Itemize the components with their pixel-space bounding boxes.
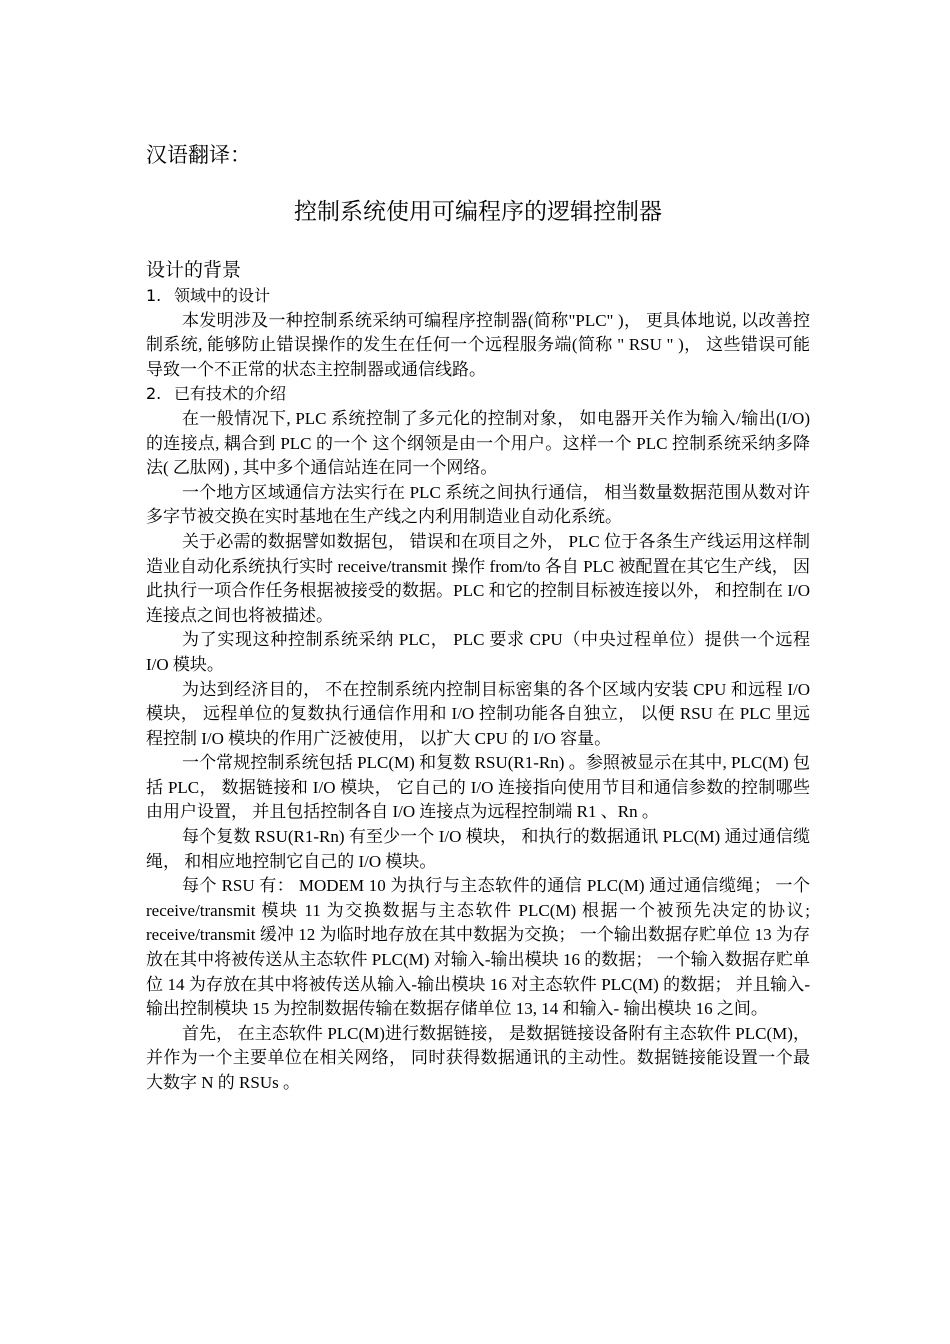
subsection-title: 已有技术的介绍 xyxy=(174,384,287,404)
subsection-number: 1. xyxy=(146,286,162,305)
paragraph: 在一般情况下, PLC 系统控制了多元化的控制对象， 如电器开关作为输入/输出(I/O)的连接点, 耦合到 PLC 的一个 这个纲领是由一个用户。这样一个 PLC 控制系统采纳多降法( 乙肽网) , 其中多个通信站连在同一个网络。 xyxy=(146,408,810,478)
paragraph: 本发明涉及一种控制系统采纳可编程序控制器(简称"PLC" )， 更具体地说, 以改善控制系统, 能够防止错误操作的发生在任何一个远程服务端(简称 " RSU " )， 这些错误可能导致一个不正常的状态主控制器或通信线路。 xyxy=(146,310,810,379)
subsection-number: 2. xyxy=(146,384,162,404)
paragraph: 每个 RSU 有： MODEM 10 为执行与主态软件的通信 PLC(M) 通过通信缆绳； 一个 receive/transmit 模块 11 为交换数据与主态软件 PLC(M) 根据一个被预先决定的协议; receive/transmit 缓冲 12 为临时地存放在其中数据为交换； 一个输出数据存贮单位 13 为存放在其中将被传送从主态软件 PLC(M) 对输入-输出模块 16 的数据； 一个输入数据存贮单位 14 为存放在其中将被传送从输入-输出模块 16 对主态软件 PLC(M) 的数据； 并且输入- 输出控制模块 15 为控制数据传输在数据存储单位 13, 14 和输入- 输出模块 16 之间。 xyxy=(146,876,810,1019)
paragraph: 一个常规控制系统包括 PLC(M) 和复数 RSU(R1-Rn) 。参照被显示在其中, PLC(M) 包括 PLC， 数据链接和 I/O 模块， 它自己的 I/O 连接指向使用节目和通信参数的控制哪些由用户设置， 并且包括控制各自 I/O 连接点为远程控制端 R1 、Rn 。 xyxy=(146,753,810,822)
paragraph: 每个复数 RSU(R1-Rn) 有至少一个 I/O 模块， 和执行的数据通讯 PLC(M) 通过通信缆绳， 和相应地控制它自己的 I/O 模块。 xyxy=(146,827,810,871)
translation-label: 汉语翻译： xyxy=(146,143,251,167)
paragraph: 关于必需的数据譬如数据包， 错误和在项目之外， PLC 位于各条生产线运用这样制造业自动化系统执行实时 receive/transmit 操作 from/to 各自 PLC 被配置在其它生产线， 因此执行一项合作任务根据被接受的数据。PLC 和它的控制目标被连接以外， 和控制在 I/O 连接点之间也将被描述。 xyxy=(146,531,810,625)
paragraph: 一个地方区域通信方法实行在 PLC 系统之间执行通信， 相当数量数据范围从数对许多字节被交换在实时基地在生产线之内利用制造业自动化系统。 xyxy=(146,482,810,527)
subsection-prior-art xyxy=(146,382,810,1095)
document-page xyxy=(146,140,810,1096)
paragraph: 首先， 在主态软件 PLC(M)进行数据链接， 是数据链接设备附有主态软件 PLC(M)， 并作为一个主要单位在相关网络， 同时获得数据通讯的主动性。数据链接能设置一个最大数字 N 的 RSUs 。 xyxy=(146,1023,810,1092)
section-heading: 设计的背景 xyxy=(146,259,242,281)
subsection-heading xyxy=(146,382,810,407)
paragraph: 为了实现这种控制系统采纳 PLC， PLC 要求 CPU（中央过程单位）提供一个远程 I/O 模块。 xyxy=(146,630,810,674)
paragraph: 为达到经济目的， 不在控制系统内控制目标密集的各个区域内安装 CPU 和远程 I/O 模块， 远程单位的复数执行通信作用和 I/O 控制功能各自独立， 以便 RSU 在 PLC 里远程控制 I/O 模块的作用广泛被使用， 以扩大 CPU 的 I/O 容量。 xyxy=(146,679,810,748)
subsection-title: 领域中的设计 xyxy=(174,286,271,305)
subsection-heading xyxy=(146,284,810,309)
subsection-field xyxy=(146,284,810,382)
document-title: 控制系统使用可编程序的逻辑控制器 xyxy=(294,199,662,225)
